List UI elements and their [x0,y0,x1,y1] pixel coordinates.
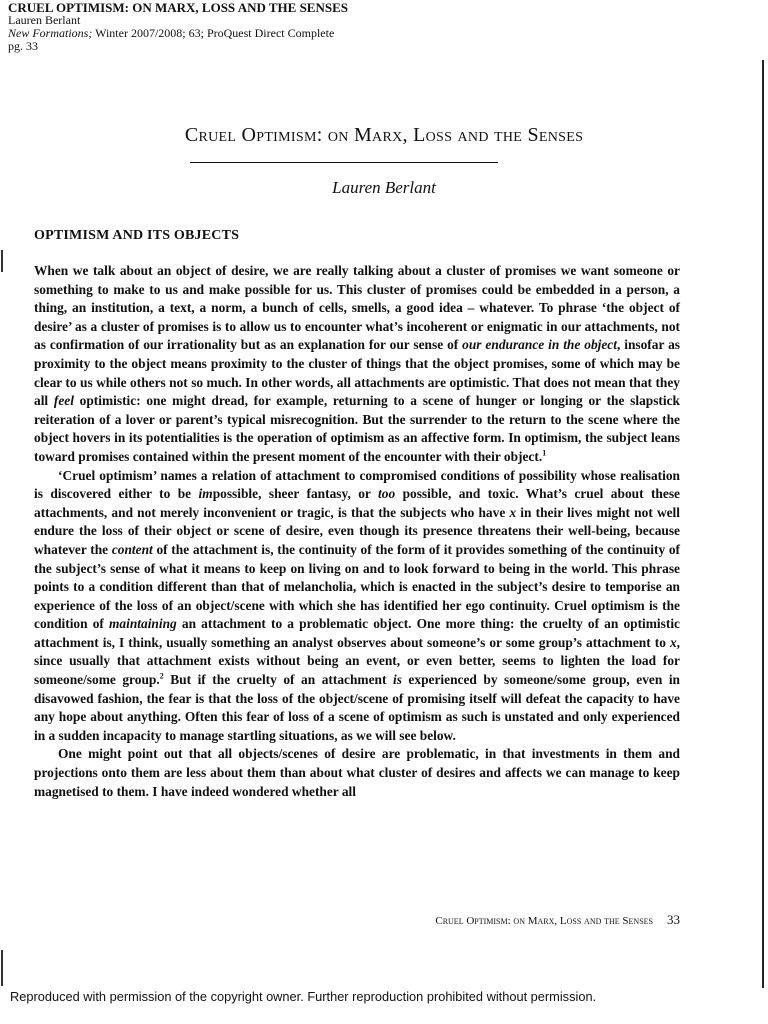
emphasis: im [198,486,213,502]
emphasis: x [509,504,517,520]
scan-edge-mark-top [1,250,3,272]
footnote-marker: 2 [159,671,164,681]
citation-title: CRUEL OPTIMISM: ON MARX, LOSS AND THE SENSES [8,0,348,15]
permission-notice: Reproduced with permission of the copyright owner. Further reproduction prohibited without permission. [10,989,597,1004]
emphasis: our endurance in the object [462,337,617,353]
text-run: experienced by someone/some group, even in disavowed fashion, the fear is that the loss of the object/scene of promising itself will defeat the capacity to have any hope about anything. Often this fear of loss of a scene of optimism as such is unstated and only experienced in a sudden incapacity to manage startling situations, as we will see below. [34,672,680,743]
text-run: When we talk about an object of desire, we are really talking about a cluster of promises we want someone or something to make to us and make possible for us. This cluster of promises could be embedded in a person, a thing, an institution, a text, a norm, a bunch of cells, smells, a good idea – whatever. To phrase ‘the object of desire’ as a cluster of promises is to allow us to encounter what’s incoherent or enigmatic in our attachments, not as confirmation of our irrationality but as an explanation for our sense of [34,263,680,353]
emphasis: feel [53,393,74,409]
emphasis: too [378,486,396,502]
citation-journal: New Formations; [8,26,93,40]
citation-details: Winter 2007/2008; 63; ProQuest Direct Complete [92,26,335,40]
paragraph-3 [34,745,680,801]
section-heading: OPTIMISM AND ITS OBJECTS [34,228,240,243]
page-edge-rule [762,60,764,988]
citation-page: pg. 33 [8,39,38,53]
body-text [34,262,680,801]
text-run: But if the cruelty of an attachment [163,672,393,688]
text-run: possible, sheer fantasy, or [212,486,379,502]
scan-edge-mark-bottom [1,950,3,986]
emphasis: maintaining [109,616,177,632]
text-run: , insofar as proximity to the object means proximity to the cluster of things that the object promises, some of which may be clear to us while others not so much. In other words, all attachments are optimistic. That does not mean that they all [34,337,680,409]
article-title: Cruel Optimism: on Marx, Loss and the Senses [184,124,584,146]
text-run: in their lives might not well endure the loss of their object or scene of desire, even though its presence threatens their well-being, because whatever the [34,504,680,557]
text-run: ‘Cruel optimism’ names a relation of attachment to compromised conditions of possibility whose realisation is discovered either to be [34,467,680,502]
article-author: Lauren Berlant [332,178,436,197]
paragraph-1 [34,262,680,467]
citation-author: Lauren Berlant [8,13,81,27]
emphasis: x [669,634,677,650]
page-number: 33 [667,912,680,927]
text-run: optimistic: one might dread, for example, returning to a scene of hunger or longing or the slapstick reiteration of a lover or parent’s typical misrecognition. But the surrender to the return to the scene where the object hovers in its potentialities is the operation of optimism as an affective form. In optimism, the subject leans toward promises contained within the present moment of the encounter with their object. [34,393,681,464]
text-run: an attachment to a problematic object. One more thing: the cruelty of an optimistic attachment is, I think, usually something an analyst observes about someone’s or some group’s attachment to [34,616,680,650]
running-title: Cruel Optimism: on Marx, Loss and the Senses [435,915,653,927]
text-run: possible, and toxic. What’s cruel about these attachments, and not merely inconvenient or tragic, is that the subjects who have [34,486,680,520]
footnote-marker: 1 [542,448,547,458]
emphasis: content [111,541,153,557]
running-footer [380,912,680,928]
text-run: of the attachment is, the continuity of the form of it provides something of the continuity of the subject’s sense of what it means to keep on living on and to look forward to being in the world. This phrase points to a condition different than that of melancholia, which is enacted in the subject’s desire to temporise an experience of the loss of an object/scene with which she has identified her ego continuity. Cruel optimism is the condition of [34,541,681,632]
citation-header [8,1,348,53]
text-run: , since usually that attachment exists without being an event, or even better, seems to lighten the load for someone/some group. [34,634,680,688]
paragraph-2 [34,467,680,746]
text-run: One might point out that all objects/scenes of desire are problematic, in that investments in them and projections onto them are less about them than about what cluster of desires and affects we can manage to keep magnetised to them. I have indeed wondered whether all [34,746,680,799]
title-divider [190,162,498,163]
emphasis: is [392,672,402,688]
citation-journal-line [8,27,348,40]
